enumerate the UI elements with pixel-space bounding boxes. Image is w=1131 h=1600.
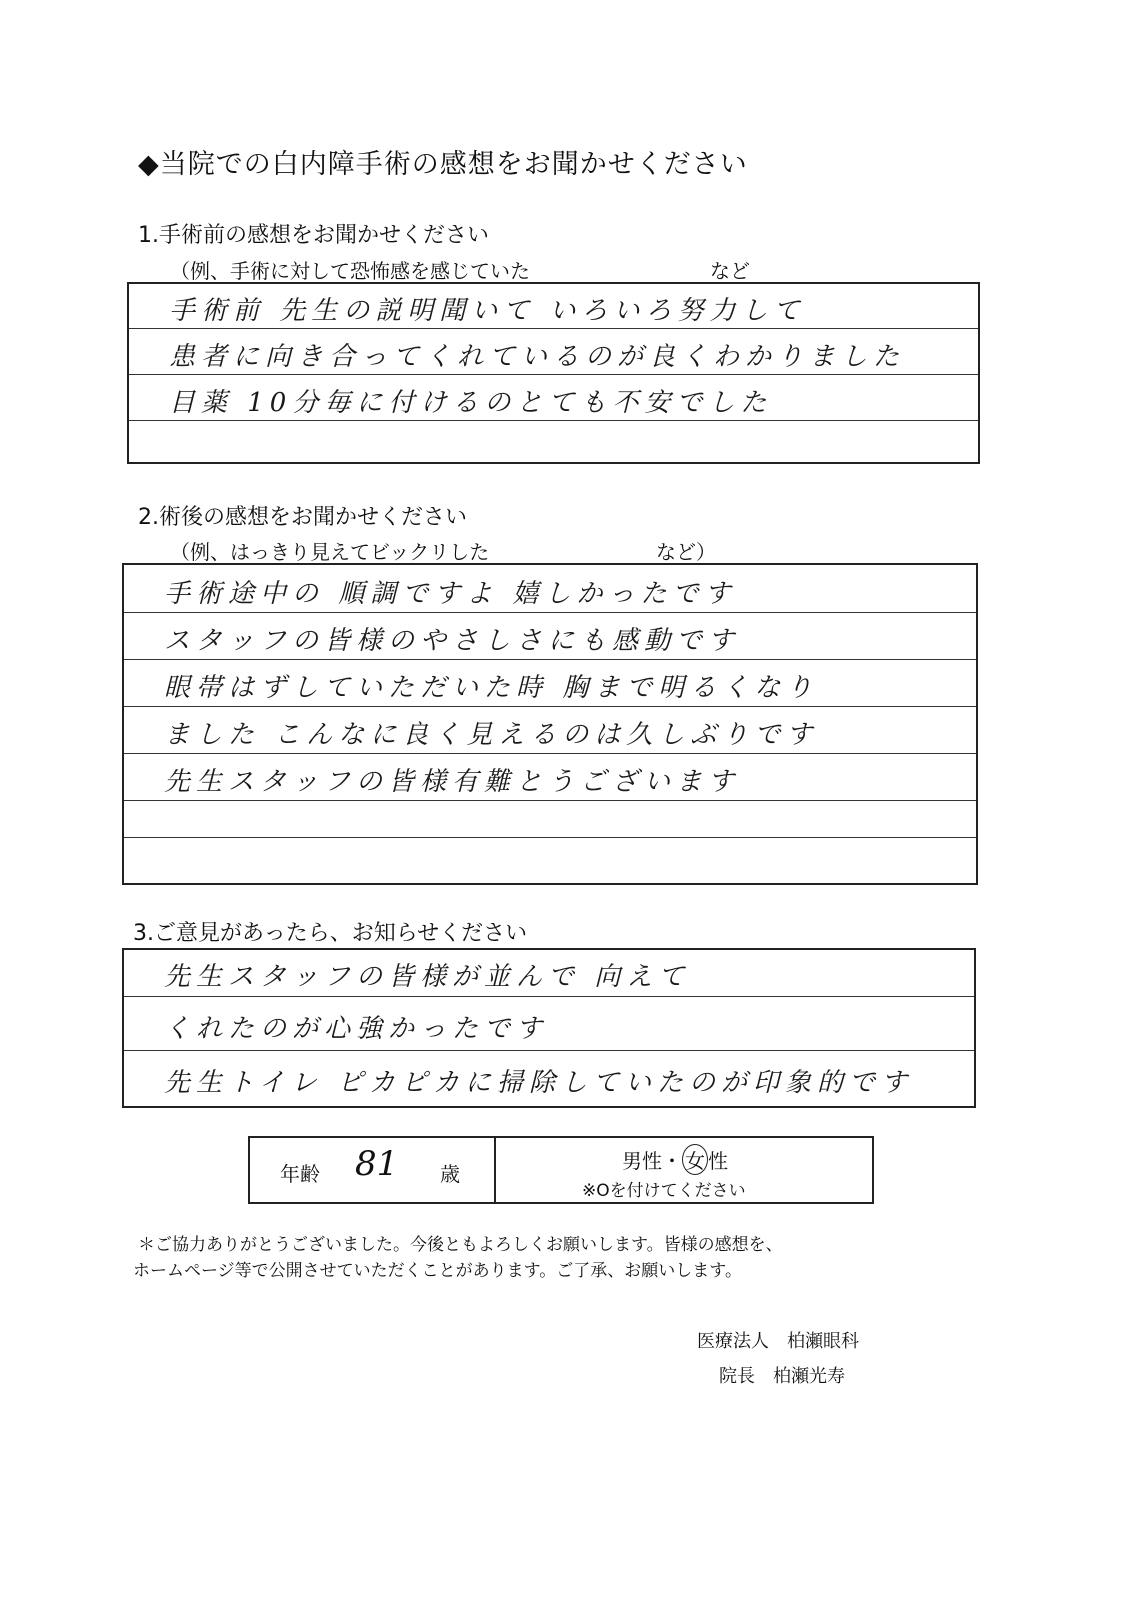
- ruled-line: [124, 837, 976, 838]
- gender-separator: ・: [662, 1149, 682, 1173]
- signature-director: [719, 1362, 845, 1388]
- director-label: 院長: [719, 1366, 755, 1387]
- answer-line: 先生スタッフの皆様有難とうございます: [164, 767, 741, 797]
- question-1-example-suffix: など: [710, 259, 750, 283]
- question-2-example: [170, 536, 716, 565]
- gender-selector[interactable]: [622, 1144, 728, 1175]
- question-2-example-suffix: など）: [656, 540, 716, 564]
- ruled-line: [124, 1050, 974, 1051]
- question-3-answer-box[interactable]: [122, 948, 976, 1108]
- age-input[interactable]: 81: [355, 1144, 399, 1184]
- answer-line: 先生トイレ ピカピカに掃除していたのが印象的です: [164, 1068, 913, 1098]
- ruled-line: [124, 706, 976, 707]
- ruled-line: [129, 328, 978, 329]
- question-1-answer-box[interactable]: [127, 282, 980, 464]
- answer-line: ました こんなに良く見えるのは久しぶりです: [164, 720, 819, 750]
- question-3-heading: 3.ご意見があったら、お知らせください: [133, 921, 528, 946]
- footnote-line-2: ホームページ等で公開させていただくことがあります。ご了承、お願いします。: [133, 1261, 742, 1281]
- gender-note: ※Oを付けてください: [582, 1181, 746, 1201]
- answer-line: スタッフの皆様のやさしさにも感動です: [164, 626, 741, 656]
- question-1-heading: 1.手術前の感想をお聞かせください: [138, 223, 489, 248]
- question-2-example-text: （例、はっきり見えてビックリした: [170, 540, 490, 564]
- question-1-example: [170, 255, 750, 284]
- answer-line: 目薬 10分毎に付けるのとても不安でした: [169, 388, 773, 418]
- answer-line: 手術途中の 順調ですよ 嬉しかったです: [164, 579, 737, 609]
- gender-female-suffix: 性: [708, 1149, 728, 1173]
- ruled-line: [129, 374, 978, 375]
- answer-line: くれたのが心強かったです: [164, 1014, 549, 1044]
- question-1-example-text: （例、手術に対して恐怖感を感じていた: [170, 259, 530, 283]
- gender-female-option-circled[interactable]: 女: [682, 1144, 708, 1175]
- ruled-line: [124, 659, 976, 660]
- answer-line: 患者に向き合ってくれているのが良くわかりました: [169, 342, 906, 372]
- answer-line: 先生スタッフの皆様が並んで 向えて: [164, 962, 691, 992]
- respondent-info-table: [248, 1136, 874, 1204]
- org-label: 医療法人: [697, 1331, 769, 1352]
- ruled-line: [124, 800, 976, 801]
- footnote-line-1: ＊ご協力ありがとうございました。今後ともよろしくお願いします。皆様の感想を、: [138, 1235, 783, 1255]
- answer-line: 手術前 先生の説明聞いて いろいろ努力して: [169, 296, 806, 326]
- ruled-line: [129, 420, 978, 421]
- ruled-line: [124, 996, 974, 997]
- gender-male-option[interactable]: 男性: [622, 1149, 662, 1173]
- question-2-answer-box[interactable]: [122, 563, 978, 885]
- age-label: 年齢: [280, 1162, 320, 1186]
- question-2-heading: 2.術後の感想をお聞かせください: [138, 505, 467, 530]
- ruled-line: [124, 753, 976, 754]
- ruled-line: [124, 612, 976, 613]
- page-title: ◆当院での白内障手術の感想をお聞かせください: [138, 149, 748, 180]
- clinic-name: 柏瀬眼科: [787, 1331, 859, 1352]
- age-unit: 歳: [440, 1162, 460, 1186]
- answer-line: 眼帯はずしていただいた時 胸まで明るくなり: [164, 673, 819, 703]
- director-name: 柏瀬光寿: [773, 1366, 845, 1387]
- signature-clinic: [697, 1327, 859, 1353]
- table-divider: [494, 1138, 496, 1202]
